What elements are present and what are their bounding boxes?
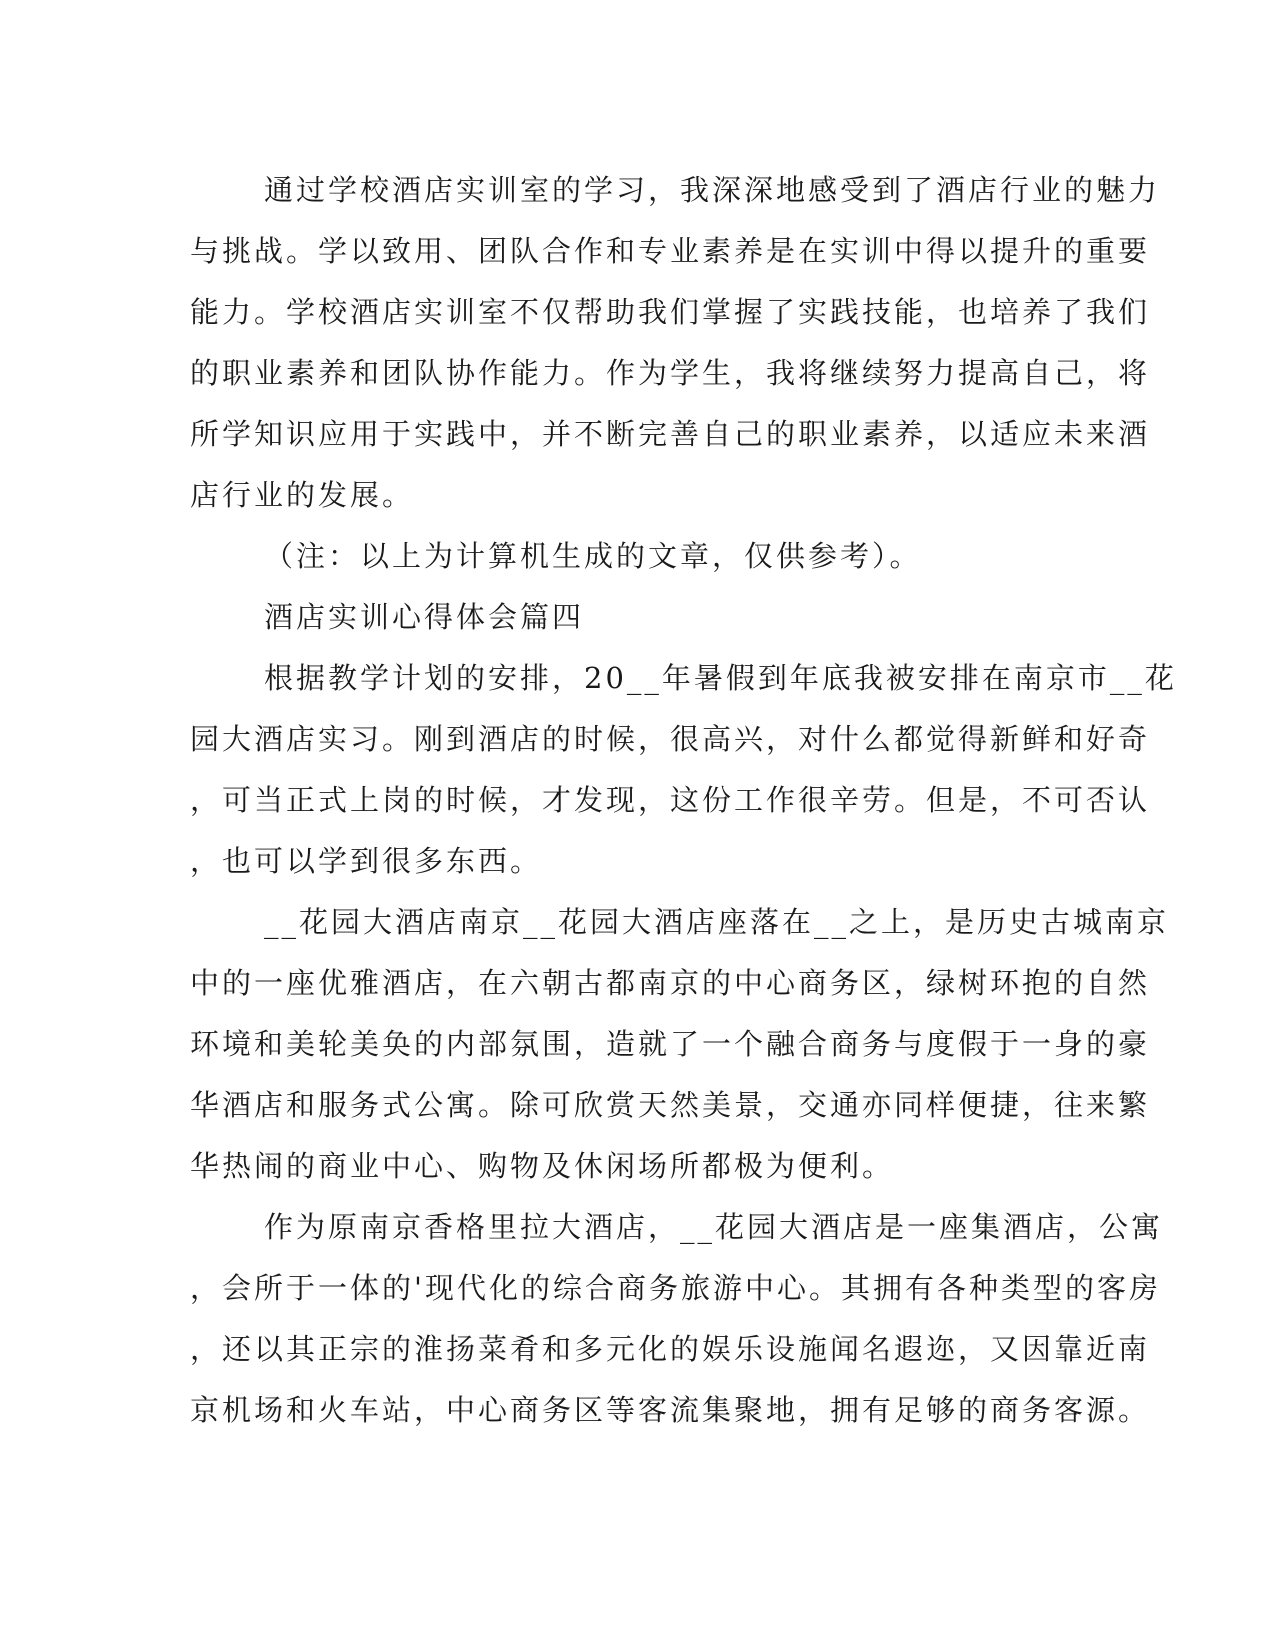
text-line: 作为原南京香格里拉大酒店，__花园大酒店是一座集酒店，公寓 <box>264 1210 1164 1244</box>
section-heading <box>190 587 1075 648</box>
text-line: 根据教学计划的安排，20__年暑假到年底我被安排在南京市__花 <box>264 661 1177 695</box>
document-body <box>190 160 1177 1441</box>
text-line: ，可当正式上岗的时候，才发现，这份工作很辛劳。但是，不可否认 <box>190 783 1151 817</box>
text-line: （注：以上为计算机生成的文章，仅供参考）。 <box>264 539 922 573</box>
text-line: ，还以其正宗的淮扬菜肴和多元化的娱乐设施闻名遐迩，又因靠近南 <box>190 1332 1151 1366</box>
text-line: 能力。学校酒店实训室不仅帮助我们掌握了实践技能，也培养了我们 <box>190 295 1151 329</box>
text-line: ，也可以学到很多东西。 <box>190 844 543 878</box>
text-line: 通过学校酒店实训室的学习，我深深地感受到了酒店行业的魅力 <box>264 173 1161 207</box>
heading-text: 酒店实训心得体会篇四 <box>264 600 585 634</box>
paragraph-internship-intro <box>190 648 1177 892</box>
text-line: 店行业的发展。 <box>190 478 415 512</box>
paragraph-hotel-history <box>190 1197 1164 1441</box>
text-line: 中的一座优雅酒店，在六朝古都南京的中心商务区，绿树环抱的自然 <box>190 966 1151 1000</box>
text-line: 华热闹的商业中心、购物及休闲场所都极为便利。 <box>190 1149 895 1183</box>
paragraph-hotel-description <box>190 892 1170 1197</box>
text-line: 环境和美轮美奂的内部氛围，造就了一个融合商务与度假于一身的豪 <box>190 1027 1151 1061</box>
text-line: ，会所于一体的'现代化的综合商务旅游中心。其拥有各种类型的客房 <box>190 1271 1161 1305</box>
text-line: 京机场和火车站，中心商务区等客流集聚地，拥有足够的商务客源。 <box>190 1393 1151 1427</box>
paragraph-note <box>190 526 1075 587</box>
text-line: 华酒店和服务式公寓。除可欣赏天然美景，交通亦同样便捷，往来繁 <box>190 1088 1151 1122</box>
paragraph-conclusion <box>190 160 1161 526</box>
text-line: 所学知识应用于实践中，并不断完善自己的职业素养，以适应未来酒 <box>190 417 1151 451</box>
text-line: 园大酒店实习。刚到酒店的时候，很高兴，对什么都觉得新鲜和好奇 <box>190 722 1151 756</box>
text-line: 的职业素养和团队协作能力。作为学生，我将继续努力提高自己，将 <box>190 356 1151 390</box>
text-line: __花园大酒店南京__花园大酒店座落在__之上，是历史古城南京 <box>264 905 1170 939</box>
text-line: 与挑战。学以致用、团队合作和专业素养是在实训中得以提升的重要 <box>190 234 1151 268</box>
